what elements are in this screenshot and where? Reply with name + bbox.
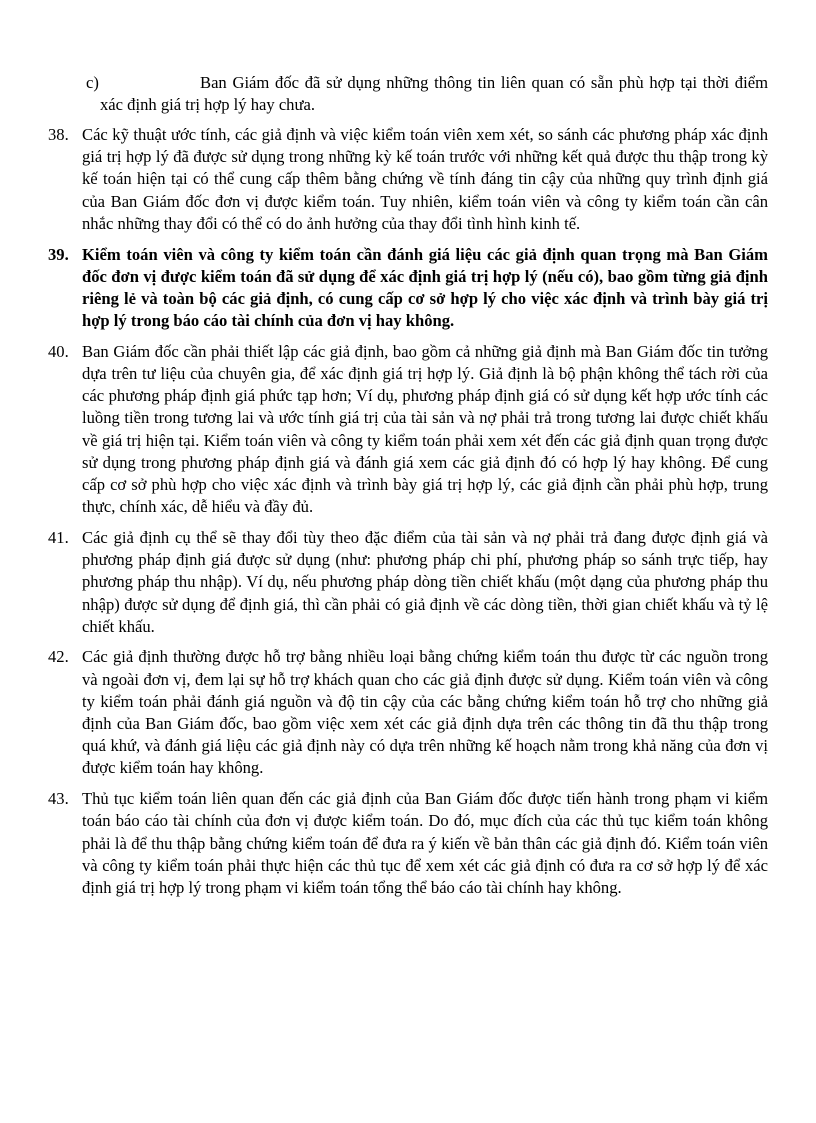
paragraph-text: Kiểm toán viên và công ty kiểm toán cần đánh giá liệu các giả định quan trọng mà Ban Giám đốc đơn vị được kiểm toán đã sử dụng để xác định giá trị hợp lý (nếu có), bao gồm từng giả định riêng lẻ và toàn bộ các giả định, có cung cấp cơ sở hợp lý cho việc xác định và trình bày giá trị hợp lý trong báo cáo tài chính của đơn vị hay không. (82, 244, 768, 331)
paragraph-40 (48, 341, 768, 519)
paragraph-38 (48, 124, 768, 235)
paragraph-number: 42. (48, 647, 69, 667)
item-text: Ban Giám đốc đã sử dụng những thông tin liên quan có sẵn phù hợp tại thời điểm xác định giá trị hợp lý hay chưa. (100, 73, 768, 114)
paragraph-text: Thủ tục kiểm toán liên quan đến các giả định của Ban Giám đốc được tiến hành trong phạm vi kiểm toán báo cáo tài chính của đơn vị được kiểm toán. Do đó, mục đích của các thủ tục kiểm toán không phải là để thu thập bằng chứng kiểm toán để đưa ra ý kiến về bản thân các giả định đó. Kiểm toán viên và công ty kiểm toán phải thực hiện các thủ tục để xem xét các giả định có đưa ra cơ sở hợp lý để xác định giá trị hợp lý trong phạm vi kiểm toán tổng thể báo cáo tài chính hay không. (82, 789, 768, 897)
paragraph-number: 40. (48, 341, 69, 361)
paragraph-text: Các giả định cụ thể sẽ thay đổi tùy theo đặc điểm của tài sản và nợ phải trả đang được định giá và phương pháp định giá được sử dụng (như: phương pháp chi phí, phương pháp so sánh trực tiếp, hay phương pháp thu nhập). Ví dụ, nếu phương pháp dòng tiền chiết khấu (một dạng của phương pháp thu nhập) được sử dụng để định giá, thì cần phải có giả định về các dòng tiền, thời gian chiết khấu và tỷ lệ chiết khấu. (82, 527, 768, 636)
paragraph-number: 41. (48, 527, 69, 547)
paragraph-39 (48, 244, 768, 333)
paragraph-number: 39. (48, 244, 69, 264)
paragraph-43 (48, 788, 768, 899)
paragraph-text: Ban Giám đốc cần phải thiết lập các giả định, bao gồm cả những giả định mà Ban Giám đốc tin tưởng dựa trên tư liệu của chuyên gia, để xác định giá trị hợp lý. Giả định là bộ phận không thể tách rời của các phương pháp định giá phức tạp hơn; Ví dụ, phương pháp định giá có sử dụng kết hợp ước tính các luồng tiền trong tương lai và ước tính giá trị của tài sản và nợ phải trả trong tương lai được chiết khấu về giá trị hiện tại. Kiểm toán viên và công ty kiểm toán phải xem xét đến các giả định quan trọng được sử dụng trong phương pháp định giá và đánh giá xem các giả định đó có hợp lý hay không. Để cung cấp cơ sở phù hợp cho việc xác định và trình bày giá trị hợp lý, các giả định cần phải phù hợp, trung thực, chính xác, dễ hiểu và đầy đủ. (82, 341, 768, 517)
list-item-c (48, 72, 768, 116)
paragraph-text: Các kỹ thuật ước tính, các giả định và việc kiểm toán viên xem xét, so sánh các phương pháp xác định giá trị hợp lý đã được sử dụng trong những kỳ kế toán trước với những kết quả được thu thập trong kỳ kế toán hiện tại có thể cung cấp thêm bằng chứng về tính đáng tin cậy của những quy trình định giá của Ban Giám đốc đơn vị được kiểm toán. Tuy nhiên, kiểm toán viên và công ty kiểm toán cần cân nhắc những thay đổi có thể có do ảnh hưởng của thay đổi tình hình kinh tế. (82, 125, 768, 233)
item-label: c) (86, 73, 99, 92)
paragraph-42 (48, 646, 768, 779)
paragraph-text: Các giả định thường được hỗ trợ bằng nhiều loại bằng chứng kiểm toán thu được từ các nguồn trong và ngoài đơn vị, đem lại sự hỗ trợ khách quan cho các giả định được sử dụng. Kiểm toán viên và công ty kiểm toán phải đánh giá nguồn và độ tin cậy của các bằng chứng kiểm toán hỗ trợ cho những giả định của Ban Giám đốc, bao gồm việc xem xét các giả định dựa trên các thông tin đã thu thập trong quá khứ, và đánh giá liệu các giả định này có dựa trên những kế hoạch nằm trong khả năng của đơn vị được kiểm toán hay không. (82, 647, 768, 778)
paragraph-number: 43. (48, 789, 69, 809)
paragraph-number: 38. (48, 125, 69, 144)
document-page (48, 72, 768, 908)
paragraph-41 (48, 527, 768, 638)
